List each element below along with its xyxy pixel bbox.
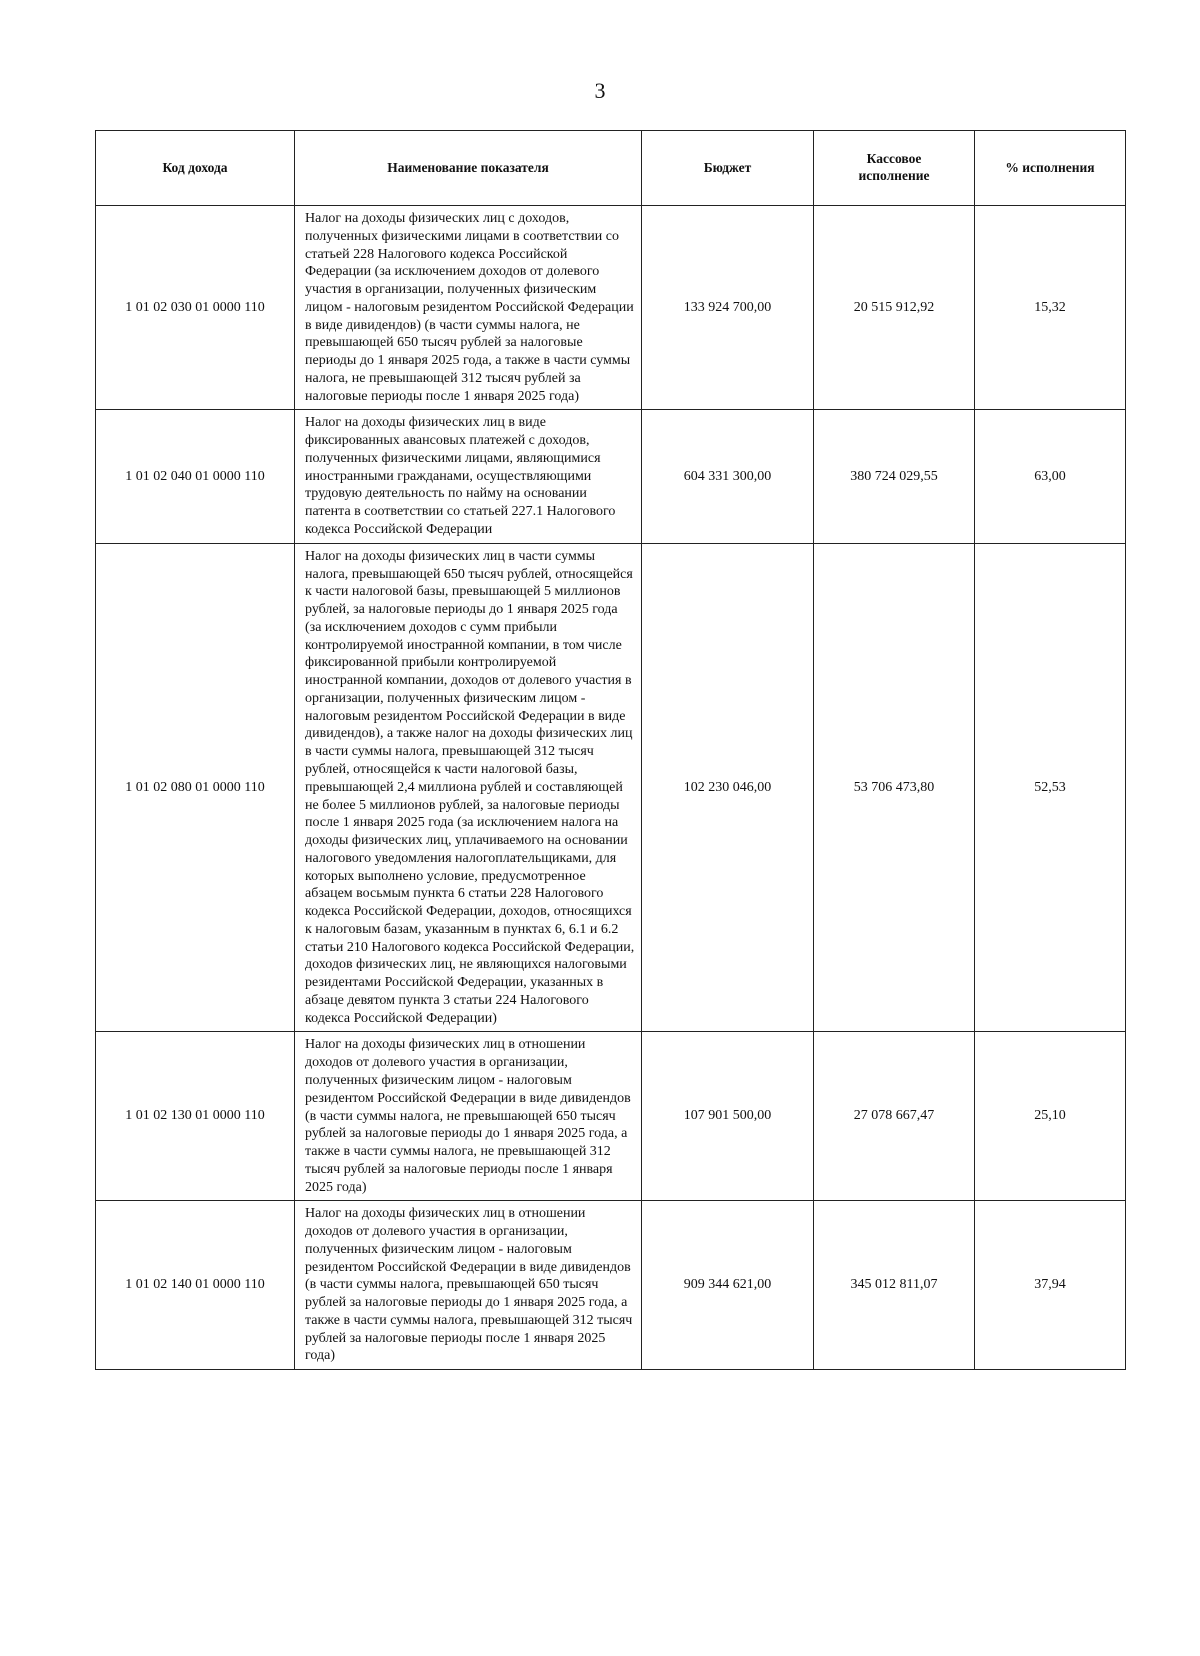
execution-percent: 37,94	[975, 1201, 1126, 1370]
header-code: Код дохода	[96, 131, 295, 206]
table-row	[96, 543, 1126, 1032]
cash-execution-value: 20 515 912,92	[814, 206, 975, 410]
table-header-row	[96, 131, 1126, 206]
budget-value: 909 344 621,00	[642, 1201, 814, 1370]
budget-value: 107 901 500,00	[642, 1032, 814, 1201]
header-percent: % исполнения	[975, 131, 1126, 206]
revenue-code: 1 01 02 080 01 0000 110	[96, 543, 295, 1032]
execution-percent: 52,53	[975, 543, 1126, 1032]
header-cash-execution: Кассовое исполнение	[814, 131, 975, 206]
execution-percent: 25,10	[975, 1032, 1126, 1201]
budget-value: 133 924 700,00	[642, 206, 814, 410]
revenue-code: 1 01 02 140 01 0000 110	[96, 1201, 295, 1370]
table-row	[96, 1201, 1126, 1370]
cash-execution-value: 380 724 029,55	[814, 410, 975, 543]
page-number: 3	[594, 78, 606, 103]
execution-percent: 63,00	[975, 410, 1126, 543]
indicator-name: Налог на доходы физических лиц в части суммы налога, превышающей 650 тысяч рублей, относящейся к части налоговой базы, превышающей 5 миллионов рублей, за налоговые периоды до 1 января 2025 года (за исключением доходов с сумм прибыли контролируемой иностранной компании, в том числе фиксированной прибыли контролируемой иностранной компании, доходов от долевого участия в организации, полученных физическим лицом - налоговым резидентом Российской Федерации в виде дивидендов), а также налог на доходы физических лиц в части суммы налога, превышающей 312 тысяч рублей, относящейся к части налоговой базы, превышающей 2,4 миллиона рублей и составляющей не более 5 миллионов рублей, за налоговые периоды после 1 января 2025 года (за исключением налога на доходы физических лиц, уплачиваемого на основании налогового уведомления налогоплательщиками, для которых выполнено условие, предусмотренное абзацем восьмым пункта 6 статьи 228 Налогового кодекса Российской Федерации, доходов, относящихся к налоговым базам, указанным в пунктах 6, 6.1 и 6.2 статьи 210 Налогового кодекса Российской Федерации, доходов физических лиц, не являющихся налоговыми резидентами Российской Федерации, указанных в абзаце девятом пункта 3 статьи 224 Налогового кодекса Российской Федерации)	[295, 543, 642, 1032]
execution-percent: 15,32	[975, 206, 1126, 410]
revenue-code: 1 01 02 130 01 0000 110	[96, 1032, 295, 1201]
table-row	[96, 410, 1126, 543]
header-budget: Бюджет	[642, 131, 814, 206]
header-name: Наименование показателя	[295, 131, 642, 206]
indicator-name: Налог на доходы физических лиц в отношении доходов от долевого участия в организации, полученных физическим лицом - налоговым резидентом Российской Федерации в виде дивидендов (в части суммы налога, превышающей 650 тысяч рублей за налоговые периоды до 1 января 2025 года, а также в части суммы налога, превышающей 312 тысяч рублей за налоговые периоды после 1 января 2025 года)	[295, 1201, 642, 1370]
budget-value: 102 230 046,00	[642, 543, 814, 1032]
revenue-code: 1 01 02 030 01 0000 110	[96, 206, 295, 410]
table-row	[96, 206, 1126, 410]
table-row	[96, 1032, 1126, 1201]
cash-execution-value: 27 078 667,47	[814, 1032, 975, 1201]
budget-value: 604 331 300,00	[642, 410, 814, 543]
indicator-name: Налог на доходы физических лиц в отношении доходов от долевого участия в организации, полученных физическим лицом - налоговым резидентом Российской Федерации в виде дивидендов (в части суммы налога, не превышающей 650 тысяч рублей за налоговые периоды до 1 января 2025 года, а также в части суммы налога, не превышающей 312 тысяч рублей за налоговые периоды после 1 января 2025 года)	[295, 1032, 642, 1201]
indicator-name: Налог на доходы физических лиц с доходов, полученных физическими лицами в соответствии со статьей 228 Налогового кодекса Российской Федерации (за исключением доходов от долевого участия в организации, полученных физическим лицом - налоговым резидентом Российской Федерации в виде дивидендов) (в части суммы налога, не превышающей 650 тысяч рублей за налоговые периоды до 1 января 2025 года, а также в части суммы налога, не превышающей 312 тысяч рублей за налоговые периоды после 1 января 2025 года)	[295, 206, 642, 410]
revenue-table	[95, 130, 1126, 1370]
indicator-name: Налог на доходы физических лиц в виде фиксированных авансовых платежей с доходов, полученных физическими лицами, являющимися иностранными гражданами, осуществляющими трудовую деятельность по найму на основании патента в соответствии со статьей 227.1 Налогового кодекса Российской Федерации	[295, 410, 642, 543]
revenue-code: 1 01 02 040 01 0000 110	[96, 410, 295, 543]
cash-execution-value: 345 012 811,07	[814, 1201, 975, 1370]
cash-execution-value: 53 706 473,80	[814, 543, 975, 1032]
